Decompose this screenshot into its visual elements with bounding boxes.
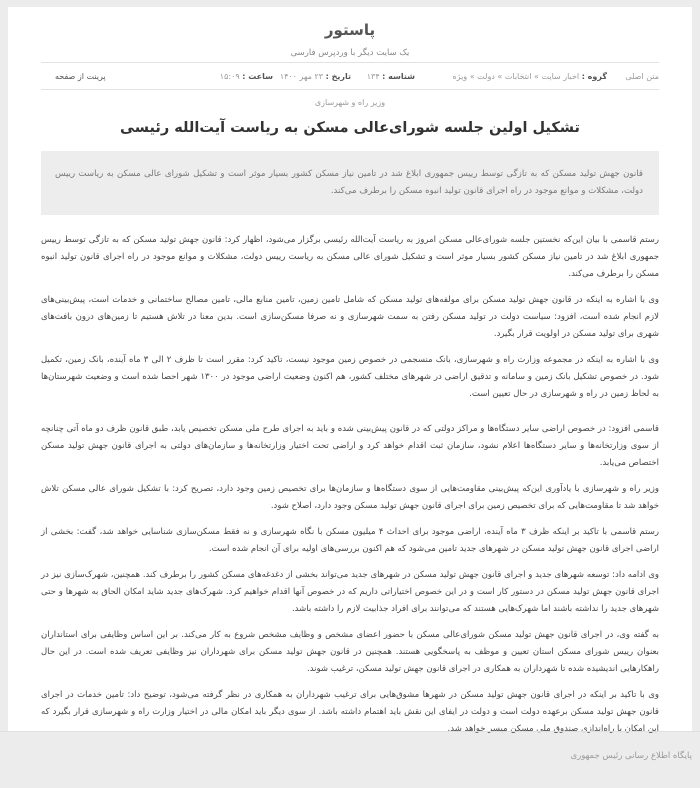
article-body bbox=[41, 232, 659, 747]
id-label: شناسه : bbox=[382, 72, 415, 81]
group-value[interactable]: اخبار سایت » انتخابات » دولت » ویژه bbox=[452, 72, 580, 81]
article-paragraph: به گفته وی، در اجرای قانون جهش تولید مسکن شورای‌عالی مسکن با حضور اعضای مشخص و وظایف مشخص شروع به کار می‌کند. بر این اساس وظایفی برای استانداران بعنوان رییس شورای مسکن استان تعیین و موظف به پاسخگویی هستند. همچنین در قانون جهش تولید مسکن برای شهرداران نیز وظایفی تعریف شده است. در این حال راهکارهایی اندیشیده شده تا شهرداران به همکاری در اجرای قانون جهش تولید مسکن، ترغیب شوند. bbox=[41, 630, 659, 674]
group-label: گروه : bbox=[581, 72, 607, 81]
post-time bbox=[220, 72, 273, 81]
post-meta-bar bbox=[41, 62, 659, 90]
date-value: ۲۳ مهر ۱۴۰۰ bbox=[279, 72, 324, 81]
article-paragraph: وی با اشاره به اینکه در مجموعه وزارت راه و شهرسازی، بانک منسجمی در خصوص زمین موجود نیست، تاکید کرد: مقرر است تا ظرف ۲ الی ۳ ماه آینده، بانک زمین، تکمیل شود. در خصوص تشکیل بانک زمین و سامانه و تدقیق اراضی در شهرهای مختلف کشور، هم اکنون وضعیت اراضی موجود در ۱۳۰۰ شهر احصا شده است و وضعیت شهرستان‌ها به لحاظ زمین در راه و شهرسازی در حال تعیین است. bbox=[41, 355, 659, 399]
article-paragraph: وی با اشاره به اینکه در قانون جهش تولید مسکن برای مولفه‌های تولید مسکن که شامل تامین زمین، تامین منابع مالی، تامین مصالح ساختمانی و خدمات است، پیش‌بینی‌های لازم انجام شده است، افزود: سیاست دولت در تولید مسکن رفتن به سمت شهرسازی و نه صرفا مسکن‌سازی است. بدین معنا در تلاش هستیم تا زمین‌های درون بافت‌های شهری برای تولید مسکن در اولویت قرار بگیرد. bbox=[41, 295, 659, 339]
print-page-link[interactable]: پرینت از صفحه bbox=[55, 72, 106, 81]
article-paragraph: رستم قاسمی با تاکید بر اینکه ظرف ۳ ماه آینده، اراضی موجود برای احداث ۴ میلیون مسکن با نگاه شهرسازی و نه فقط مسکن‌سازی شناسایی خواهد شد، گفت: بخشی از اراضی اجرای قانون جهش تولید مسکن در شهرهای جدید تامین می‌شود که هم اکنون بررسی‌های اولیه برای آن انجام شده است. bbox=[41, 527, 659, 554]
time-value: ۱۵:۰۹ bbox=[219, 72, 240, 81]
article-paragraph: وی با تاکید بر اینکه در اجرای قانون جهش تولید مسکن در شهرها مشوق‌هایی برای ترغیب شهرداران به همکاری در نظر گرفته می‌شود، توضیح داد: تامین خدمات در اجرای قانون جهش تولید مسکن برعهده دولت است و دولت در ایفای این نقش باید اهتمام داشته باشد. از سوی دیگر باید امکان مالی در اختیار وزارت راه و شهرسازی قرار بگیرد که این امکان با راه‌اندازی صندوق ملی مسکن میسر خواهد شد. bbox=[41, 690, 659, 734]
id-value: ۱۳۴ bbox=[366, 72, 380, 81]
article-paragraph: وزیر راه و شهرسازی با یادآوری این‌که پیش‌بینی مقاومت‌هایی از سوی دستگاه‌ها و سازمان‌ها برای تخصیص زمین وجود دارد، تصریح کرد: با تشکیل شورای عالی مسکن تلاش خواهد شد تا مقاومت‌هایی که برای تخصیص زمین برای اجرای قانون جهش تولید مسکن وجود دارد، اصلاح شود. bbox=[41, 484, 659, 511]
site-title[interactable]: پاستور bbox=[324, 21, 376, 39]
page-container bbox=[8, 7, 692, 734]
footer-text: پایگاه اطلاع رسانی رئیس جمهوری bbox=[570, 751, 692, 761]
article-paragraph: رستم قاسمی با بیان این‌که نخستین جلسه شورای‌عالی مسکن امروز به ریاست آیت‌الله رئیسی برگزار می‌شود، اظهار کرد: قانون جهش تولید مسکن که به تازگی توسط رییس جمهوری ابلاغ شد در تامین نیاز مسکن کشور بسیار موثر است و تشکیل شورای عالی مسکن به ریاست رییس دولت، مشکلات و موانع موجود در راه اجرای قانون تولید انبوه مسکن را برطرف می‌کند. bbox=[41, 235, 659, 279]
post-date bbox=[280, 72, 351, 81]
site-header bbox=[8, 7, 692, 58]
article-paragraph: وی ادامه داد: توسعه شهرهای جدید و اجرای قانون جهش تولید مسکن در شهرهای جدید می‌تواند بخشی از دغدغه‌های مسکن کشور را برطرف کند. همچنین، شهرک‌سازی نیز در اجرای قانون جهش تولید مسکن در دستور کار است و در این خصوص اختیاراتی داریم که در خصوص آنها اقدام خواهیم کرد. شهرک‌های جدید شاید امکان الحاق به شهرها و حتی شهرهای جدید را نداشته باشند اما شهرک‌هایی هستند که می‌توانند برای افراد جذابیت لازم را داشته باشد. bbox=[41, 570, 659, 614]
site-footer bbox=[0, 731, 700, 788]
post-id bbox=[367, 72, 415, 81]
article-lead: قانون جهش تولید مسکن که به تازگی توسط رییس جمهوری ابلاغ شد در تامین نیاز مسکن کشور بسیار موثر است و تشکیل شورای عالی مسکن به ریاست رییس دولت، مشکلات و موانع موجود در راه اجرای قانون تولید انبوه مسکن را برطرف می‌کند. bbox=[41, 151, 659, 215]
date-label: تاریخ : bbox=[325, 72, 351, 81]
article-kicker: وزیر راه و شهرسازی bbox=[314, 98, 386, 107]
original-text-label: متن اصلی bbox=[625, 72, 659, 81]
time-label: ساعت : bbox=[242, 72, 273, 81]
article-paragraph: قاسمی افزود: در خصوص اراضی سایر دستگاه‌ها و مراکز دولتی که در قانون پیش‌بینی شده و باید به اجرای طرح ملی مسکن تخصیص یابد، طبق قانون ظرف دو ماه آتی چنانچه از سوی وزارتخانه‌ها و سایر دستگاه‌ها اعلام نشود، سازمان ثبت اقدام خواهد کرد و اراضی تحت اختیار وزارتخانه‌ها و سازمان‌های دولتی به اجرای قانون جهش تولید مسکن اختصاص می‌یابد. bbox=[41, 424, 659, 468]
article-headline: تشکیل اولین جلسه شورای‌عالی مسکن به ریاست آیت‌الله رئیسی bbox=[120, 120, 580, 136]
post-group bbox=[452, 72, 607, 81]
site-description: یک سایت دیگر با وردپرس فارسی bbox=[290, 48, 410, 58]
